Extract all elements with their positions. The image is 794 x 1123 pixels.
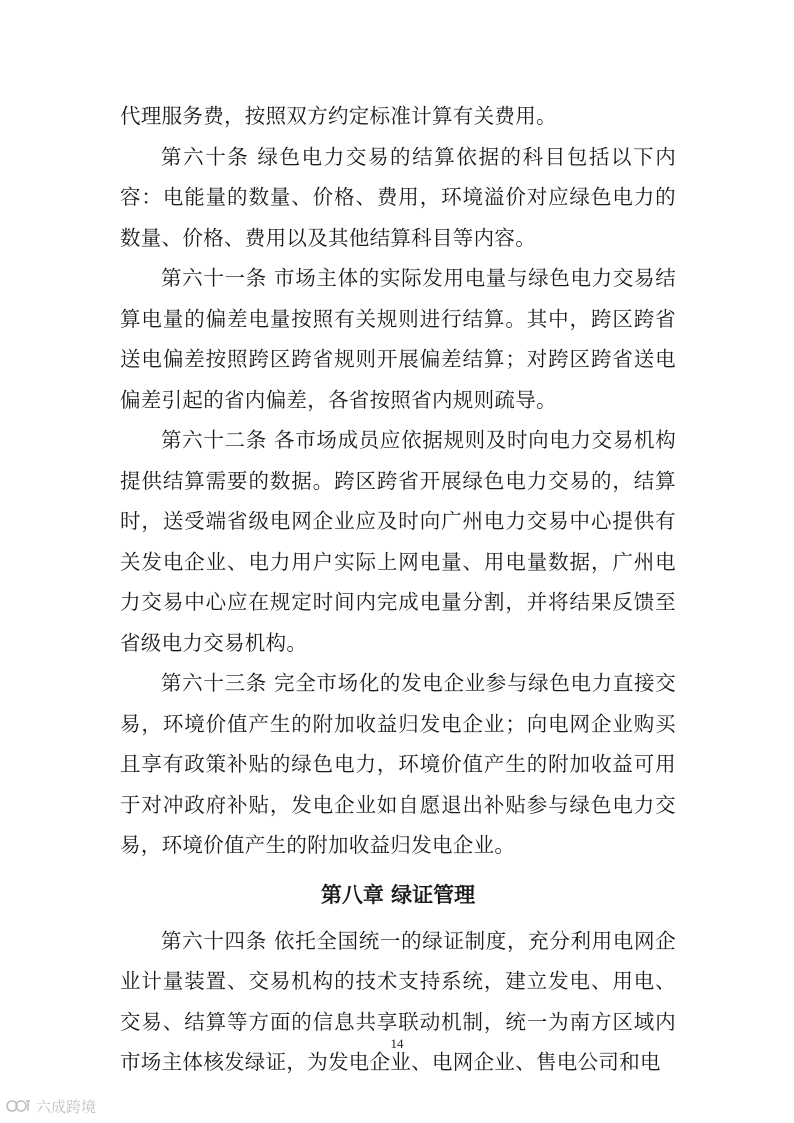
article-61: 第六十一条 市场主体的实际发用电量与绿色电力交易结算电量的偏差电量按照有关规则进行结算。其中，跨区跨省送电偏差按照跨区跨省规则开展偏差结算；对跨区跨省送电偏差引起的省内偏差，各省按照省内规则疏导。 bbox=[120, 266, 676, 412]
article-63: 第六十三条 完全市场化的发电企业参与绿色电力直接交易，环境价值产生的附加收益归发电企业；向电网企业购买且享有政策补贴的绿色电力，环境价值产生的附加收益可用于对冲政府补贴，发电企业如自愿退出补贴参与绿色电力交易，环境价值产生的附加收益归发电企业。 bbox=[120, 671, 676, 857]
watermark-text: 六成跨境 bbox=[36, 1097, 97, 1116]
article-60: 第六十条 绿色电力交易的结算依据的科目包括以下内容：电能量的数量、价格、费用，环境溢价对应绿色电力的数量、价格、费用以及其他结算科目等内容。 bbox=[120, 144, 676, 250]
article-62: 第六十二条 各市场成员应依据规则及时向电力交易机构提供结算需要的数据。跨区跨省开展绿色电力交易的，结算时，送受端省级电网企业应及时向广州电力交易中心提供有关发电企业、电力用户实际上网电量、用电量数据，广州电力交易中心应在规定时间内完成电量分割，并将结果反馈至省级电力交易机构。 bbox=[120, 428, 676, 655]
chapter-heading: 第八章 绿证管理 bbox=[320, 882, 476, 907]
paragraph-continuation: 代理服务费，按照双方约定标准计算有关费用。 bbox=[120, 104, 557, 128]
watermark-logo-icon bbox=[6, 1097, 32, 1115]
watermark bbox=[6, 1094, 96, 1118]
page-number: 14 bbox=[390, 1036, 404, 1051]
document-body bbox=[120, 96, 676, 1083]
article-64: 第六十四条 依托全国统一的绿证制度，充分利用电网企业计量装置、交易机构的技术支持系统，建立发电、用电、交易、结算等方面的信息共享联动机制，统一为南方区域内市场主体核发绿证，为发电企业、电网企业、售电公司和电 bbox=[120, 928, 676, 1074]
